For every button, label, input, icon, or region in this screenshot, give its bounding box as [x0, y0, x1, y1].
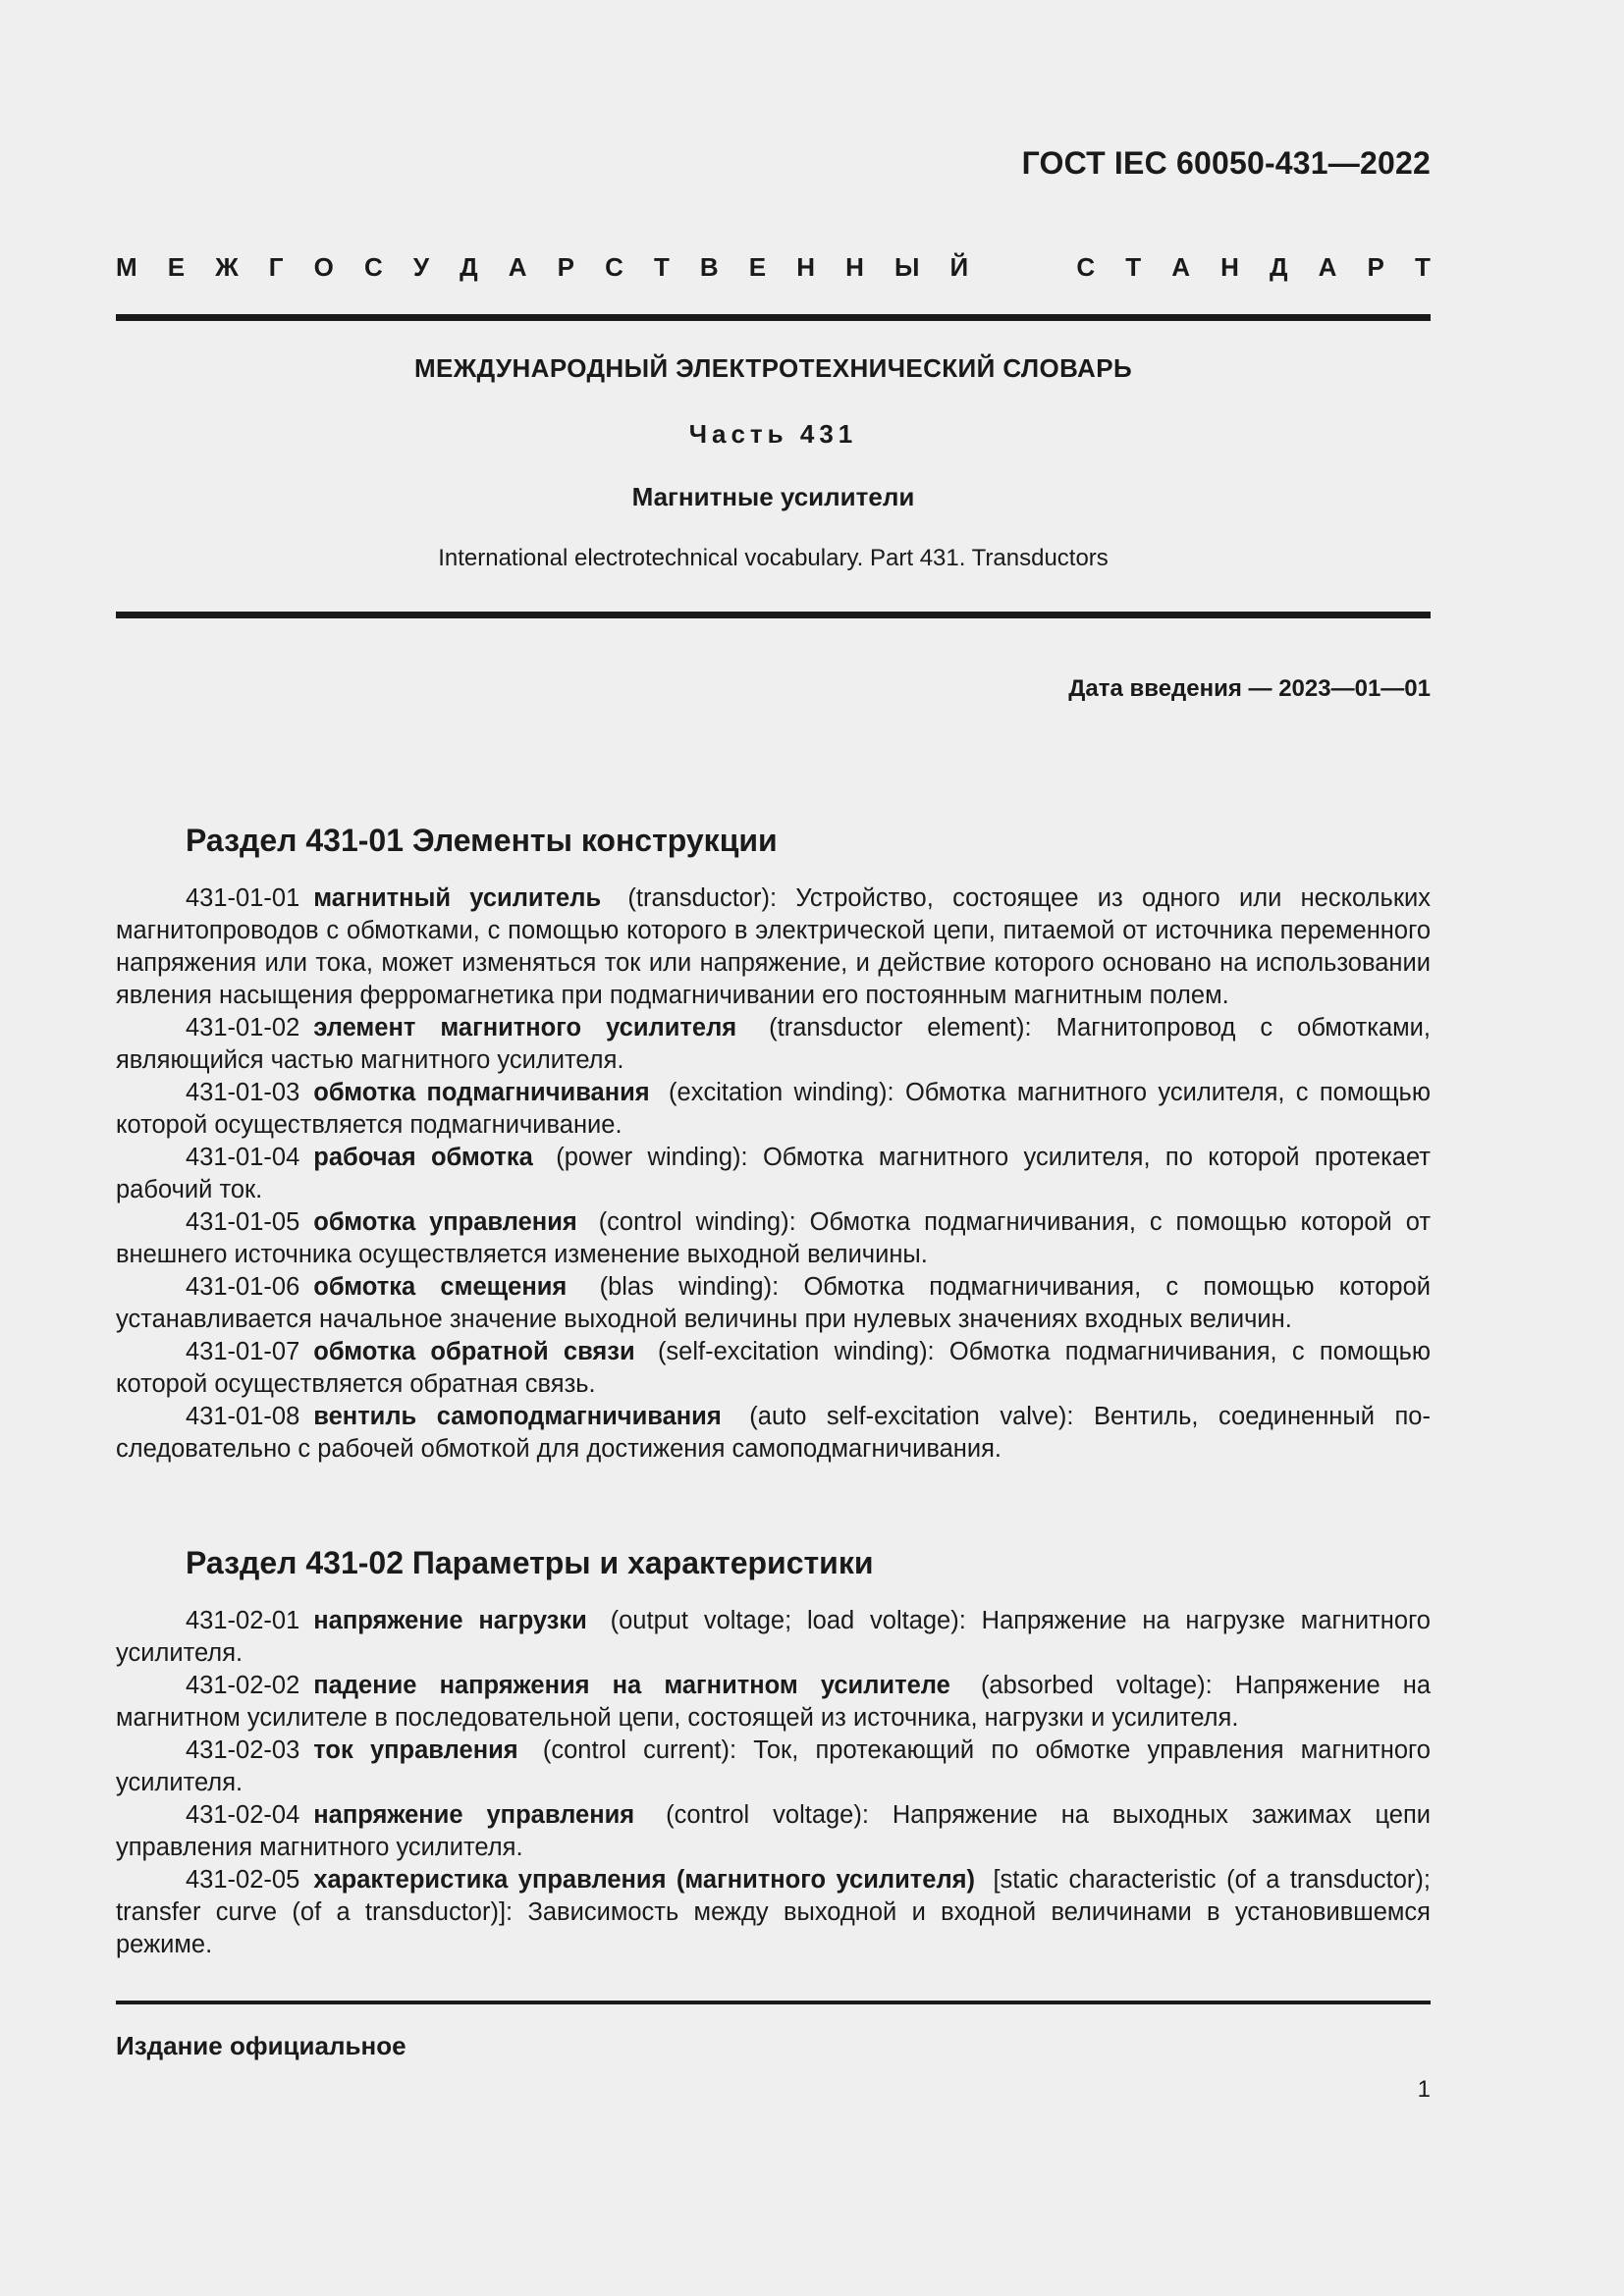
- interstate-letter: Д: [460, 251, 478, 282]
- entry-number: 431-01-05: [186, 1208, 300, 1236]
- entry-number: 431-01-03: [186, 1079, 300, 1106]
- interstate-letter: Н: [796, 251, 816, 282]
- entry-definition: Обмотка магнитного усилителя, по которой протекает рабочий ток.: [116, 1144, 1431, 1203]
- entry-definition: Напряжение на нагрузке магнитного усилителя.: [116, 1607, 1431, 1667]
- glossary-entry: [116, 1401, 1431, 1466]
- interstate-standard-label: [116, 250, 1431, 284]
- entry-number: 431-01-01: [186, 884, 300, 912]
- glossary-entry: [116, 882, 1431, 1012]
- entry-term: обмотка смещения: [313, 1273, 568, 1301]
- glossary-entry: [116, 1012, 1431, 1077]
- glossary-entry: [116, 1206, 1431, 1271]
- glossary-entry: [116, 1799, 1431, 1864]
- page-number: 1: [1417, 2076, 1431, 2103]
- glossary-entry: [116, 1077, 1431, 1142]
- entry-english-term: (excitation winding):: [669, 1079, 894, 1106]
- english-title: International electrotechnical vocabulary. Part 431. Transductors: [438, 545, 1109, 571]
- interstate-letter: Г: [268, 251, 284, 282]
- entry-term: падение напряжения на магнитном усилителе: [313, 1672, 950, 1699]
- entry-definition: Обмотка подмагничивания, с помощью которой от внешнего источника осуществляется изменение выходной величины.: [116, 1208, 1431, 1268]
- section-heading: Раздел 431-01 Элементы конструкции: [186, 823, 778, 858]
- footer-rule: [116, 2001, 1431, 2004]
- official-edition-label: Издание официальное: [116, 2031, 406, 2060]
- part-title: Часть 431: [688, 419, 858, 449]
- entry-number: 431-01-02: [186, 1014, 300, 1041]
- interstate-letter: С: [1076, 251, 1096, 282]
- entry-definition: Зависимость между выходной и входной величинами в установившемся режиме.: [116, 1898, 1431, 1958]
- entry-english-term: (blas winding):: [599, 1273, 780, 1301]
- entry-english-term: (self-excitation winding):: [657, 1338, 935, 1365]
- entry-definition: Обмотка магнитного усилителя, с помощью которой осуществляется подмагничивание.: [116, 1079, 1431, 1139]
- interstate-letter: Й: [949, 251, 969, 282]
- interstate-letter: А: [1171, 251, 1191, 282]
- entry-term: вентиль самоподмагничивания: [313, 1403, 722, 1430]
- interstate-letter: Т: [1414, 251, 1431, 282]
- interstate-letter: Н: [1220, 251, 1239, 282]
- entry-english-term: [static characteristic (of a transductor); transfer curve (of a transductor)]:: [116, 1866, 1431, 1926]
- entry-term: магнитный усилитель: [313, 884, 602, 912]
- entry-term: элемент магнитного усилителя: [313, 1014, 737, 1041]
- interstate-letter: Е: [167, 251, 186, 282]
- header-rule: [116, 314, 1431, 321]
- entry-definition: Ток, протекающий по обмотке управления магнитного усилителя.: [116, 1736, 1431, 1796]
- section-entries: [116, 882, 1431, 1466]
- entry-term: напряжение нагрузки: [313, 1607, 587, 1634]
- interstate-letter: С: [363, 251, 383, 282]
- glossary-entry: [116, 1336, 1431, 1401]
- glossary-entry: [116, 1864, 1431, 1961]
- entry-definition: Обмотка подмагничивания, с помощью которой осуществляется обратная связь.: [116, 1338, 1431, 1398]
- interstate-letter: Д: [1270, 251, 1288, 282]
- entry-number: 431-02-01: [186, 1607, 300, 1634]
- entry-definition: Обмотка подмагничивания, с помощью которой устанавливается начальное значение выходной величины при нулевых значениях входных величин.: [116, 1273, 1432, 1333]
- glossary-entry: [116, 1605, 1431, 1670]
- interstate-letter: В: [699, 251, 719, 282]
- standard-number: ГОСТ IEC 60050-431—2022: [1021, 145, 1431, 181]
- section-entries: [116, 1605, 1431, 1961]
- entry-term: обмотка обратной связи: [313, 1338, 635, 1365]
- entry-definition: Напряжение на выходных зажимах цепи управления магнитного усилителя.: [116, 1801, 1431, 1861]
- interstate-letter: Т: [1125, 251, 1142, 282]
- interstate-letter: Ы: [893, 251, 920, 282]
- interstate-letter: Р: [557, 251, 574, 282]
- interstate-letter: Р: [1367, 251, 1384, 282]
- entry-term: характеристика управления (магнитного усилителя): [313, 1866, 976, 1894]
- entry-english-term: (control winding):: [598, 1208, 796, 1236]
- introduction-date: Дата введения — 2023—01—01: [1068, 675, 1431, 702]
- entry-english-term: (control current):: [542, 1736, 737, 1764]
- glossary-entry: [116, 1670, 1431, 1735]
- vocabulary-title: МЕЖДУНАРОДНЫЙ ЭЛЕКТРОТЕХНИЧЕСКИЙ СЛОВАРЬ: [413, 353, 1133, 383]
- entry-number: 431-02-04: [186, 1801, 300, 1829]
- entry-definition: Устройство, состоящее из одного или нескольких магнитопроводов с обмотками, с помощью которого в электрической цепи, питаемой от источника переменного напряжения или тока, может изменяться ток или напряжение, и действие которого основано на использовании явления насыщения ферромагнетика при подмагничивании его постоянным магнитным полем.: [116, 884, 1431, 1009]
- interstate-letter: Н: [845, 251, 864, 282]
- glossary-entry: [116, 1735, 1431, 1799]
- entry-definition: Магнитопровод с обмотками, являющийся частью магнитного усилителя.: [116, 1014, 1431, 1074]
- interstate-letter: О: [313, 251, 334, 282]
- interstate-letter: Т: [653, 251, 670, 282]
- interstate-letter: Ж: [215, 251, 239, 282]
- entry-english-term: (power winding):: [556, 1144, 748, 1171]
- interstate-letter: М: [116, 251, 137, 282]
- interstate-letter: А: [1318, 251, 1337, 282]
- entry-term: рабочая обмотка: [313, 1144, 533, 1171]
- entry-number: 431-02-05: [186, 1866, 300, 1894]
- entry-definition: Вентиль, соединенный последовательно с рабочей обмоткой для достижения самоподмагничивания.: [116, 1403, 1431, 1463]
- title-rule: [116, 612, 1431, 618]
- entry-term: обмотка подмагничивания: [313, 1079, 650, 1106]
- subject-title: Магнитные усилители: [631, 482, 915, 511]
- entry-english-term: (transductor):: [627, 884, 778, 912]
- glossary-entry: [116, 1271, 1431, 1336]
- entry-number: 431-01-06: [186, 1273, 300, 1301]
- entry-english-term: (auto self-excitation valve):: [749, 1403, 1074, 1430]
- entry-number: 431-01-04: [186, 1144, 300, 1171]
- interstate-letter: А: [508, 251, 527, 282]
- entry-english-term: (transductor element):: [769, 1014, 1032, 1041]
- interstate-letter: С: [605, 251, 623, 282]
- interstate-letter: Е: [748, 251, 767, 282]
- entry-english-term: (absorbed voltage):: [980, 1672, 1213, 1699]
- section-heading: Раздел 431-02 Параметры и характеристики: [186, 1545, 874, 1580]
- entry-english-term: (output voltage; load voltage):: [610, 1607, 966, 1634]
- interstate-letter: У: [412, 251, 430, 282]
- entry-number: 431-01-07: [186, 1338, 300, 1365]
- entry-definition: Напряжение на магнитном усилителе в последовательной цепи, состоящей из источника, нагрузки и усилителя.: [116, 1672, 1431, 1732]
- entry-english-term: (control voltage):: [666, 1801, 869, 1829]
- entry-term: напряжение управления: [313, 1801, 635, 1829]
- entry-number: 431-02-02: [186, 1672, 300, 1699]
- glossary-entry: [116, 1142, 1431, 1206]
- entry-term: обмотка управления: [313, 1208, 577, 1236]
- entry-number: 431-02-03: [186, 1736, 300, 1764]
- entry-term: ток управления: [313, 1736, 518, 1764]
- entry-number: 431-01-08: [186, 1403, 300, 1430]
